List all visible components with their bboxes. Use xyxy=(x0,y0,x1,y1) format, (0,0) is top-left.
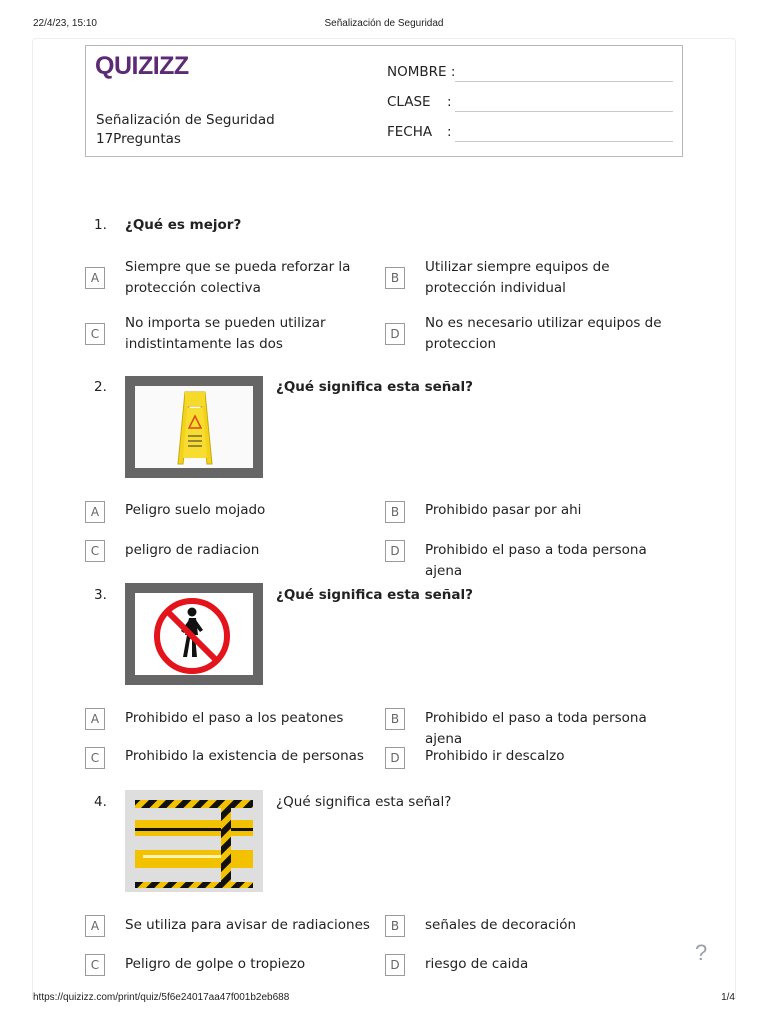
option-letter-d[interactable]: D xyxy=(385,540,405,562)
date-field-label: FECHA xyxy=(387,124,433,140)
option-letter-c[interactable]: C xyxy=(85,747,105,769)
option-letter-b[interactable]: B xyxy=(385,915,405,937)
no-pedestrians-sign-image xyxy=(125,583,263,685)
option-letter-b[interactable]: B xyxy=(385,267,405,289)
option-text: Se utiliza para avisar de radiaciones xyxy=(125,917,370,933)
option-letter-a[interactable]: A xyxy=(85,915,105,937)
option-text: Peligro de golpe o tropiezo xyxy=(125,956,306,972)
option-text: Utilizar siempre equipos de protección individual xyxy=(425,259,610,296)
print-title: Señalización de Seguridad xyxy=(324,18,444,29)
quizizz-logo: QUIZIZZ xyxy=(95,52,189,80)
no-pedestrians-icon xyxy=(135,593,253,675)
option-text: Prohibido el paso a toda persona ajena xyxy=(425,542,647,579)
date-field-line[interactable] xyxy=(455,141,673,142)
option-text: Peligro suelo mojado xyxy=(125,502,266,518)
option-text: riesgo de caida xyxy=(425,956,529,972)
option-letter-a[interactable]: A xyxy=(85,267,105,289)
name-field-label: NOMBRE : xyxy=(387,64,456,80)
question-number: 3. xyxy=(94,587,107,603)
question-number: 4. xyxy=(94,794,107,810)
option-letter-d[interactable]: D xyxy=(385,747,405,769)
print-date: 22/4/23, 15:10 xyxy=(33,18,97,29)
question-number: 1. xyxy=(94,217,107,233)
option-text: Prohibido el paso a toda persona ajena xyxy=(425,710,647,747)
option-letter-c[interactable]: C xyxy=(85,954,105,976)
option-letter-b[interactable]: B xyxy=(385,501,405,523)
wet-floor-sign-image xyxy=(125,376,263,478)
class-field-colon: : xyxy=(447,94,452,110)
question-number: 2. xyxy=(94,379,107,395)
quiz-title: Señalización de Seguridad xyxy=(96,112,275,128)
date-field-colon: : xyxy=(447,124,452,140)
name-field-line[interactable] xyxy=(455,81,673,82)
option-text: Prohibido ir descalzo xyxy=(425,748,565,764)
option-letter-d[interactable]: D xyxy=(385,323,405,345)
question-text: ¿Qué significa esta señal? xyxy=(276,794,452,810)
option-letter-c[interactable]: C xyxy=(85,323,105,345)
option-text: señales de decoración xyxy=(425,917,577,933)
option-text: peligro de radiacion xyxy=(125,542,260,558)
option-text: Siempre que se pueda reforzar la protección colectiva xyxy=(125,259,351,296)
class-field-line[interactable] xyxy=(455,111,673,112)
question-text: ¿Qué significa esta señal? xyxy=(276,379,473,395)
option-text: Prohibido la existencia de personas xyxy=(125,748,364,764)
option-text: No es necesario utilizar equipos de proteccion xyxy=(425,315,662,352)
option-text: Prohibido pasar por ahi xyxy=(425,502,582,518)
print-url[interactable]: https://quizizz.com/print/quiz/5f6e24017aa47f001b2eb688 xyxy=(33,992,290,1003)
hazard-tape-icon xyxy=(125,790,263,892)
option-text: No importa se pueden utilizar indistintamente las dos xyxy=(125,315,326,352)
option-letter-a[interactable]: A xyxy=(85,501,105,523)
question-count: 17Preguntas xyxy=(96,131,181,147)
help-icon[interactable]: ? xyxy=(695,940,708,965)
question-text: ¿Qué significa esta señal? xyxy=(276,587,473,603)
option-letter-b[interactable]: B xyxy=(385,708,405,730)
hazard-tape-image xyxy=(125,790,263,892)
option-letter-c[interactable]: C xyxy=(85,540,105,562)
class-field-label: CLASE xyxy=(387,94,431,110)
option-text: Prohibido el paso a los peatones xyxy=(125,710,344,726)
page-number: 1/4 xyxy=(721,992,735,1003)
option-letter-a[interactable]: A xyxy=(85,708,105,730)
option-letter-d[interactable]: D xyxy=(385,954,405,976)
question-text: ¿Qué es mejor? xyxy=(125,217,242,233)
wet-floor-sign-icon xyxy=(135,386,253,468)
